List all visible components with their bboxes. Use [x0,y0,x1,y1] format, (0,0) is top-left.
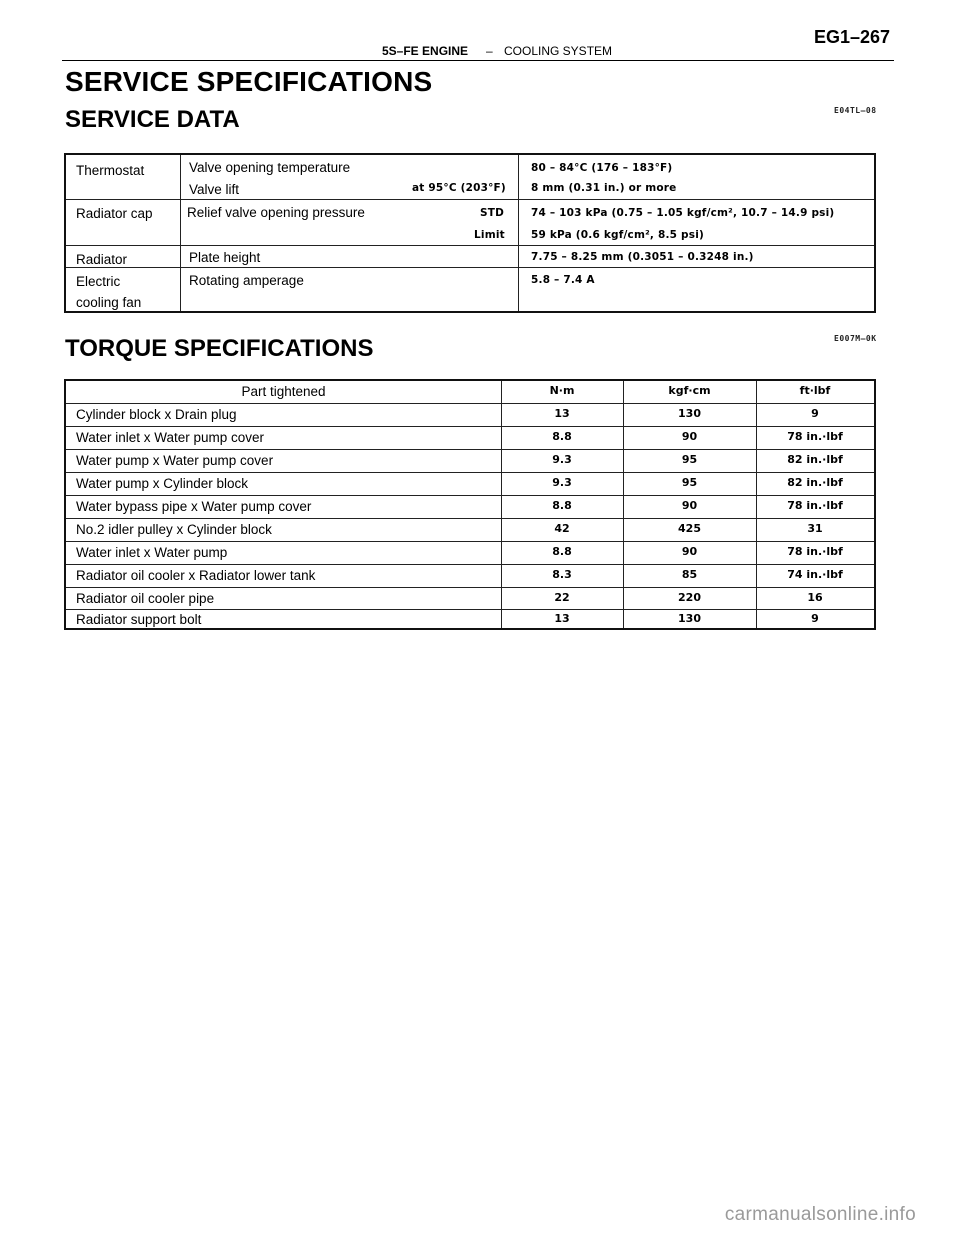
table-row [66,542,874,564]
label-relief-valve: Relief valve opening pressure [187,205,365,220]
page-number: EG1–267 [813,27,890,47]
torque-nm: 22 [554,591,570,604]
label-thermostat: Thermostat [76,163,145,178]
value-std: 74 – 103 kPa (0.75 – 1.05 kgf/cm², 10.7 – 14.9 psi) [531,207,835,219]
torque-ftlbf: 78 in.·lbf [787,545,843,558]
section-title-torque: TORQUE SPECIFICATIONS [65,335,374,362]
torque-part: Water inlet x Water pump cover [76,430,265,445]
label-std: STD [480,207,505,219]
col-divider-1 [180,155,181,311]
torque-ftlbf: 82 in.·lbf [787,476,843,489]
value-valve-lift: 8 mm (0.31 in.) or more [531,182,677,194]
torque-part: Radiator oil cooler x Radiator lower tank [76,568,316,583]
torque-part: Radiator support bolt [76,612,202,627]
torque-code: E007M–0K [834,334,877,343]
header-nm: N·m [549,384,575,397]
torque-part: No.2 idler pulley x Cylinder block [76,522,272,537]
torque-kgfcm: 90 [681,430,698,443]
torque-ftlbf: 82 in.·lbf [787,453,843,466]
section-title-service-data: SERVICE DATA [65,106,240,133]
header-part-tightened: Part tightened [241,384,326,399]
torque-part: Cylinder block x Drain plug [76,407,237,422]
header-separator: – [486,44,493,58]
header-rule [62,60,894,61]
torque-nm: 8.8 [552,430,572,443]
torque-nm: 42 [554,522,570,535]
torque-nm: 9.3 [552,453,572,466]
torque-nm: 13 [554,612,570,625]
label-valve-lift: Valve lift [189,182,240,197]
torque-kgfcm: 220 [678,591,701,604]
header-ftlbf: ft·lbf [799,384,831,397]
table-row [66,404,874,426]
label-radiator: Radiator [76,252,128,267]
torque-nm: 8.8 [552,499,572,512]
table-row [66,427,874,449]
value-valve-opening-temp: 80 – 84°C (176 – 183°F) [531,162,673,174]
condition-valve-lift: at 95°C (203°F) [412,182,506,194]
header-engine: 5S–FE ENGINE [382,44,469,58]
torque-nm: 8.3 [552,568,572,581]
label-cooling-fan: cooling fan [76,295,142,310]
torque-ftlbf: 9 [811,407,819,420]
torque-part: Water pump x Water pump cover [76,453,274,468]
torque-kgfcm: 85 [681,568,698,581]
service-data-table [64,153,876,313]
label-valve-opening-temp: Valve opening temperature [189,160,351,175]
torque-nm: 9.3 [552,476,572,489]
value-limit: 59 kPa (0.6 kgf/cm², 8.5 psi) [531,229,704,241]
torque-part: Water pump x Cylinder block [76,476,249,491]
service-data-code: E04TL–08 [834,106,877,115]
torque-part: Water inlet x Water pump [76,545,228,560]
torque-ftlbf: 9 [811,612,819,625]
value-plate-height: 7.75 – 8.25 mm (0.3051 – 0.3248 in.) [531,251,754,263]
label-electric: Electric [76,274,121,289]
col-divider-2 [518,155,519,311]
label-radiator-cap: Radiator cap [76,206,153,221]
torque-kgfcm: 130 [678,612,701,625]
torque-ftlbf: 78 in.·lbf [787,430,843,443]
label-rotating-amperage: Rotating amperage [189,273,304,288]
table-row [66,609,874,631]
row-divider-1 [66,199,874,200]
torque-kgfcm: 425 [678,522,701,535]
torque-kgfcm: 130 [678,407,701,420]
torque-header-row [66,381,874,403]
torque-nm: 13 [554,407,570,420]
header-system: COOLING SYSTEM [504,44,613,58]
label-limit: Limit [474,229,505,241]
table-row [66,473,874,495]
table-row [66,450,874,472]
table-row [66,588,874,610]
watermark: carmanualsonline.info [724,1204,916,1225]
row-divider-2 [66,245,874,246]
header-kgfcm: kgf·cm [668,384,711,397]
torque-kgfcm: 90 [681,545,698,558]
torque-part: Radiator oil cooler pipe [76,591,215,606]
torque-ftlbf: 74 in.·lbf [787,568,843,581]
table-row [66,565,874,587]
label-plate-height: Plate height [189,250,261,265]
torque-kgfcm: 90 [681,499,698,512]
table-row [66,519,874,541]
torque-table [64,379,876,630]
torque-nm: 8.8 [552,545,572,558]
value-rotating-amperage: 5.8 – 7.4 A [531,274,595,286]
torque-kgfcm: 95 [681,453,698,466]
table-row [66,496,874,518]
torque-ftlbf: 31 [807,522,823,535]
page-title: SERVICE SPECIFICATIONS [65,66,433,97]
torque-kgfcm: 95 [681,476,698,489]
torque-part: Water bypass pipe x Water pump cover [76,499,312,514]
torque-ftlbf: 16 [807,591,823,604]
torque-ftlbf: 78 in.·lbf [787,499,843,512]
row-divider-3 [66,267,874,268]
